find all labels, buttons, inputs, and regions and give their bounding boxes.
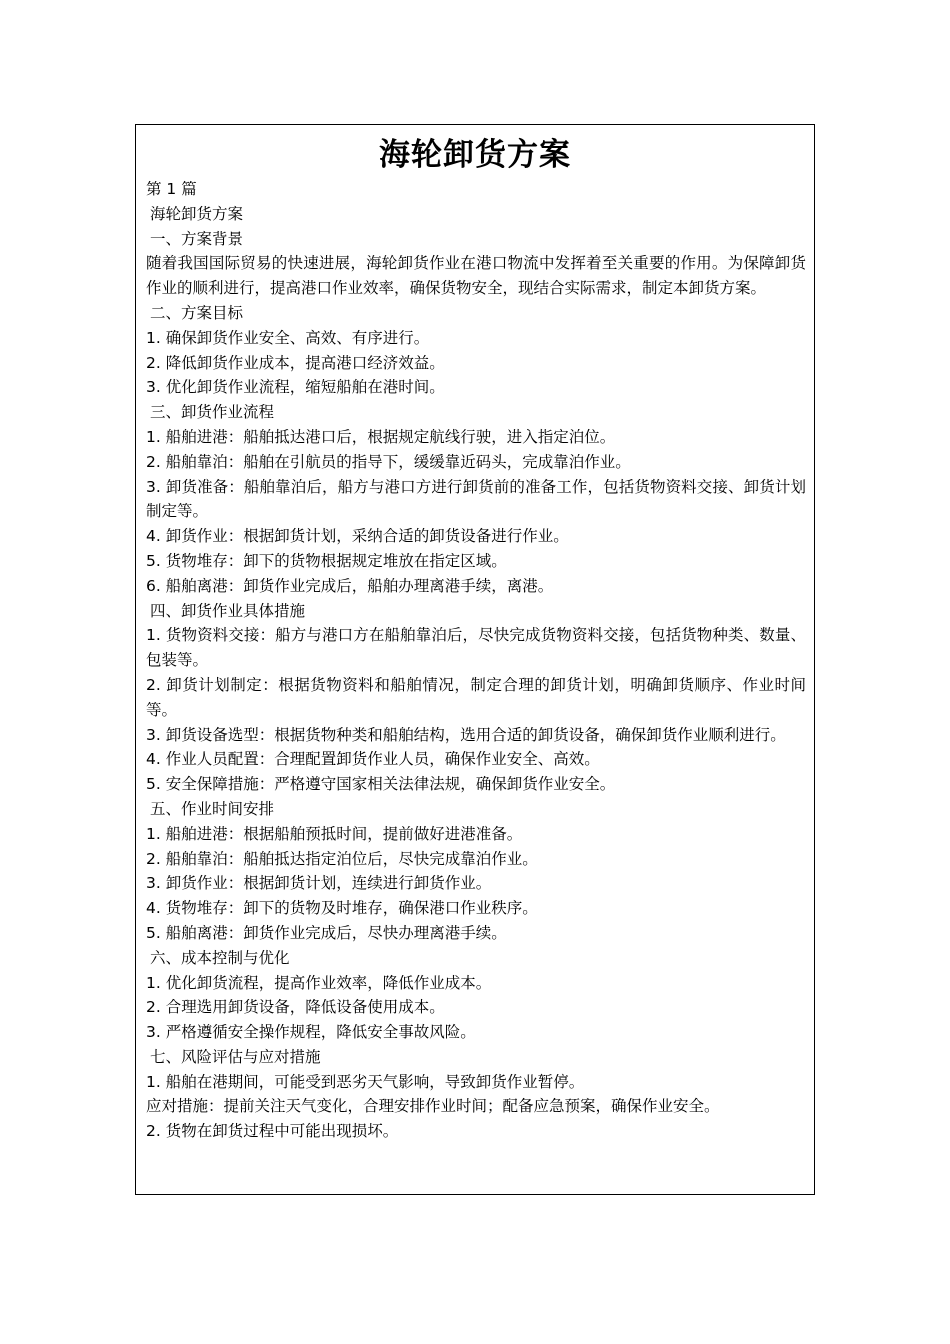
section-heading: 五、作业时间安排: [150, 799, 275, 818]
section-heading: 一、方案背景: [150, 229, 244, 248]
paragraph: 2. 船舶靠泊：船舶在引航员的指导下，缓缓靠近码头，完成靠泊作业。: [146, 452, 631, 471]
paragraph: 3. 卸货作业：根据卸货计划，连续进行卸货作业。: [146, 874, 492, 893]
paragraph: 1. 货物资料交接：船方与港口方在船舶靠泊后，尽快完成货物资料交接，包括货物种类、数量、包装等。: [146, 626, 806, 670]
paragraph: 3. 卸货准备：船舶靠泊后，船方与港口方进行卸货前的准备工作，包括货物资料交接、卸货计划制定等。: [146, 477, 806, 521]
paragraph: 5. 安全保障措施：严格遵守国家相关法律法规，确保卸货作业安全。: [146, 775, 616, 794]
paragraph: 3. 卸货设备选型：根据货物种类和船舶结构，选用合适的卸货设备，确保卸货作业顺利进行。: [146, 725, 786, 744]
paragraph: 6. 船舶离港：卸货作业完成后，船舶办理离港手续，离港。: [146, 576, 554, 595]
section-heading: 七、风险评估与应对措施: [150, 1047, 321, 1066]
paragraph: 1. 确保卸货作业安全、高效、有序进行。: [146, 328, 430, 347]
paragraph: 5. 船舶离港：卸货作业完成后，尽快办理离港手续。: [146, 923, 507, 942]
section-heading: 二、方案目标: [150, 303, 244, 322]
paragraph: 3. 优化卸货作业流程，缩短船舶在港时间。: [146, 378, 445, 397]
paragraph: 5. 货物堆存：卸下的货物根据规定堆放在指定区域。: [146, 551, 507, 570]
paragraph: 1. 优化卸货流程，提高作业效率，降低作业成本。: [146, 973, 492, 992]
section-heading: 四、卸货作业具体措施: [150, 601, 306, 620]
paragraph: 4. 卸货作业：根据卸货计划，采纳合适的卸货设备进行作业。: [146, 527, 569, 546]
paragraph: 2. 合理选用卸货设备，降低设备使用成本。: [146, 998, 445, 1017]
document-frame: [135, 124, 815, 1195]
paragraph: 随着我国国际贸易的快速进展，海轮卸货作业在港口物流中发挥着至关重要的作用。为保障卸货作业的顺利进行，提高港口作业效率，确保货物安全，现结合实际需求，制定本卸货方案。: [146, 254, 806, 298]
section-heading: 三、卸货作业流程: [150, 403, 275, 422]
paragraph: 2. 卸货计划制定：根据货物资料和船舶情况，制定合理的卸货计划，明确卸货顺序、作业时间等。: [146, 675, 806, 719]
document-title: 海轮卸货方案: [379, 137, 571, 173]
document-body: [146, 177, 806, 1144]
paragraph: 第 1 篇: [146, 180, 197, 198]
paragraph: 4. 作业人员配置：合理配置卸货作业人员，确保作业安全、高效。: [146, 750, 600, 769]
section-heading: 海轮卸货方案: [150, 204, 244, 223]
paragraph: 4. 货物堆存：卸下的货物及时堆存，确保港口作业秩序。: [146, 899, 538, 918]
paragraph: 2. 船舶靠泊：船舶抵达指定泊位后，尽快完成靠泊作业。: [146, 849, 538, 868]
paragraph: 应对措施：提前关注天气变化，合理安排作业时间；配备应急预案，确保作业安全。: [146, 1097, 720, 1116]
paragraph: 2. 货物在卸货过程中可能出现损坏。: [146, 1122, 399, 1141]
paragraph: 1. 船舶在港期间，可能受到恶劣天气影响，导致卸货作业暂停。: [146, 1072, 585, 1091]
paragraph: 1. 船舶进港：根据船舶预抵时间，提前做好进港准备。: [146, 824, 523, 843]
section-heading: 六、成本控制与优化: [150, 948, 290, 967]
paragraph: 3. 严格遵循安全操作规程，降低安全事故风险。: [146, 1023, 476, 1042]
paragraph: 1. 船舶进港：船舶抵达港口后，根据规定航线行驶，进入指定泊位。: [146, 427, 616, 446]
paragraph: 2. 降低卸货作业成本，提高港口经济效益。: [146, 353, 445, 372]
